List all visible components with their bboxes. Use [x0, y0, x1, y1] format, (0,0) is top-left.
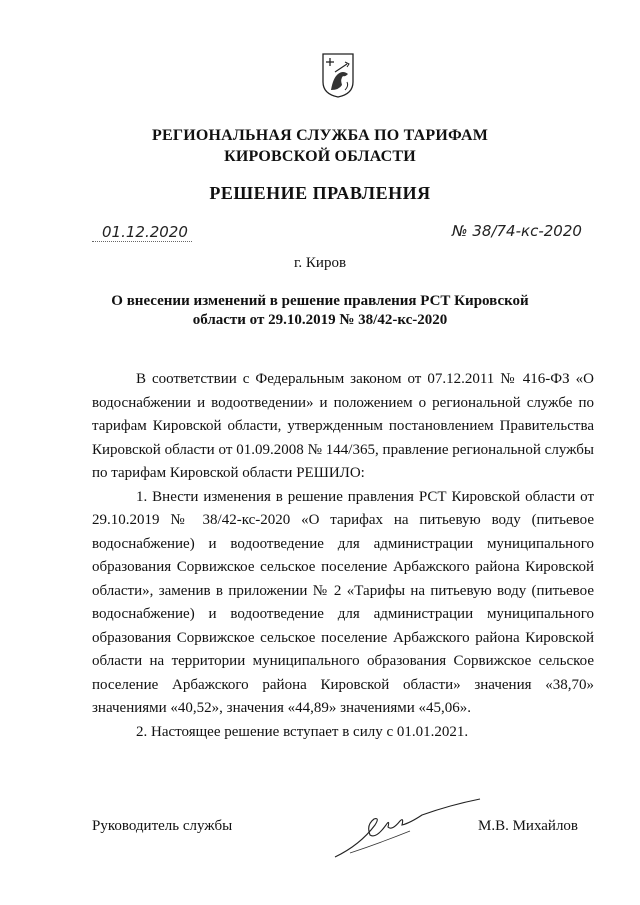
item-1-paragraph: 1. Внести изменения в решение правления РСТ Кировской области от 29.10.2019 № 38/42-кс-2020 «О тарифах на питьевую воду (питьевое водоснабжение) и водоотведение для администрации муниципального образования Сорвижское сельское поселение Арбажского района Кировской области», заменив в приложении № 2 «Тарифы на питьевую воду (питьевое водоснабжение) и водоотведение для администрации муниципального образования Сорвижское сельское поселение Арбажского района Кировской области на территории муниципального образования Сорвижское сельское поселение Арбажского района Кировской области» значения «38,70» значениями «40,52», значения «44,89» значениями «45,06».: [92, 488, 594, 716]
city: г. Киров: [293, 255, 347, 271]
preamble-paragraph: В соответствии с Федеральным законом от 07.12.2011 № 416-ФЗ «О водоснабжении и водоотведении» и положением о региональной службе по тарифам Кировской области, утвержденным постановлением Правительства Кировской области от 01.09.2008 № 144/365, правление региональной службы по тарифам Кировской области РЕШИЛО:: [92, 371, 594, 481]
document-type-title: РЕШЕНИЕ ПРАВЛЕНИЯ: [209, 183, 431, 203]
handwritten-signature: [330, 795, 490, 865]
signer-name: М.В. Михайлов: [478, 818, 579, 834]
signer-role: Руководитель службы: [92, 818, 233, 834]
org-name-line1: РЕГИОНАЛЬНАЯ СЛУЖБА ПО ТАРИФАМ: [151, 127, 489, 144]
kirov-coat-of-arms-icon: [321, 52, 355, 98]
decision-number: № 38/74-кс-2020: [452, 222, 582, 240]
decision-subject: О внесении изменений в решение правления РСТ Кировской области от 29.10.2019 № 38/42-кс-2020: [111, 293, 529, 328]
decision-body: [92, 368, 594, 744]
decision-date: 01.12.2020: [92, 223, 192, 242]
org-name-line2: КИРОВСКОЙ ОБЛАСТИ: [224, 148, 416, 165]
item-2-paragraph: 2. Настоящее решение вступает в силу с 01.01.2021.: [136, 723, 469, 740]
